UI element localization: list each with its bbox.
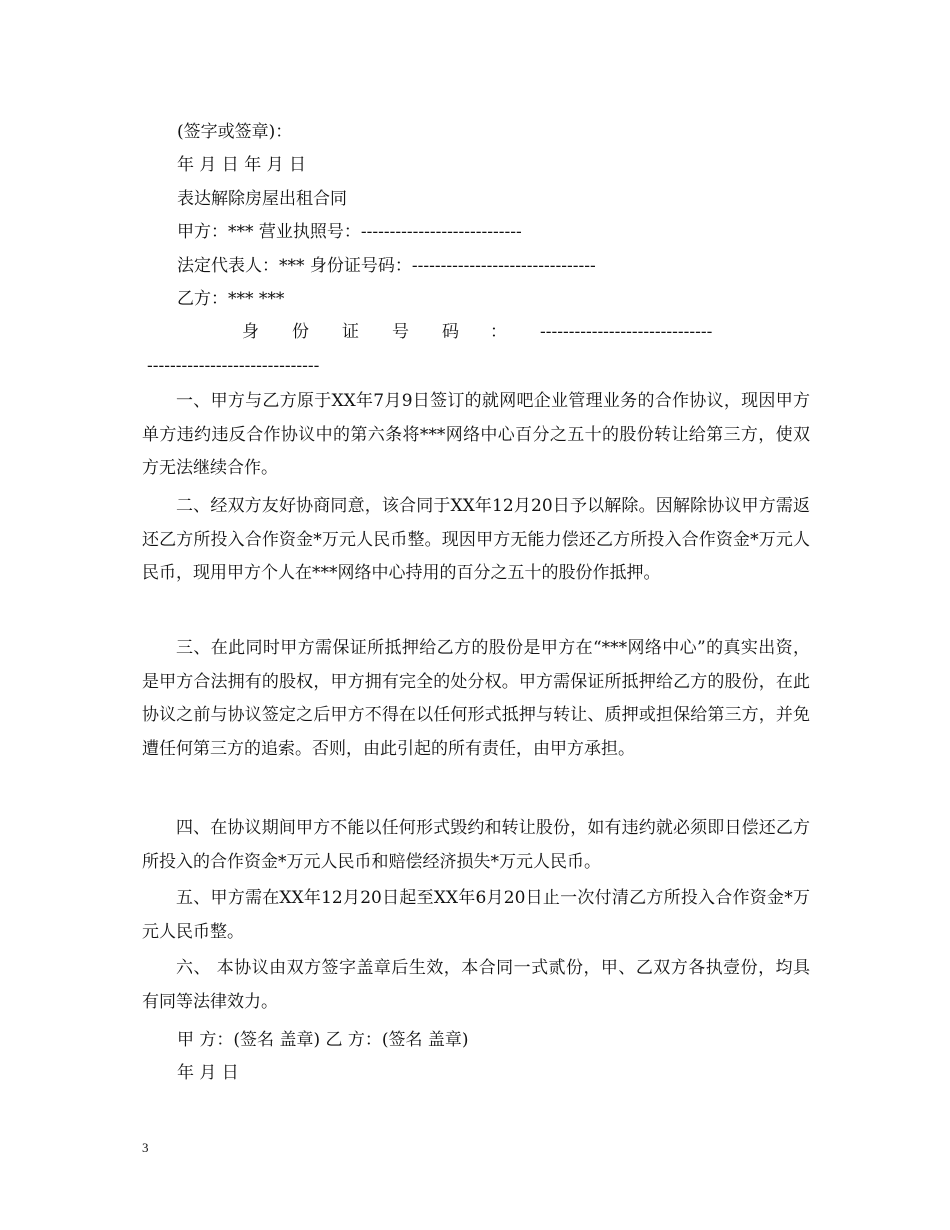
clause-3: 三、在此同时甲方需保证所抵押给乙方的股份是甲方在“***网络中心”的真实出资，是甲方合法拥有的股权，甲方拥有完全的处分权。甲方需保证所抵押给乙方的股份，在此协议之前与协议签定之后甲方不得在以任何形式抵押与转让、质押或担保给第三方，并免遭任何第三方的追索。否则，由此引起的所有责任，由甲方承担。 xyxy=(142,638,810,759)
date-line: 年 月 日 年 月 日 xyxy=(177,155,307,175)
id-number-continuation: ------------------------------ xyxy=(147,356,320,376)
id-number-dashes: ------------------------------ xyxy=(540,322,713,342)
clause-1: 一、甲方与乙方原于XX年7月9日签订的就网吧企业管理业务的合作协议，现因甲方单方违约违反合作协议中的第六条将***网络中心百分之五十的股份转让给第三方，使双方无法继续合作。 xyxy=(142,391,810,478)
clause-4: 四、在协议期间甲方不能以任何形式毁约和转让股份，如有违约就必须即日偿还乙方所投入的合作资金*万元人民币和赔偿经济损失*万元人民币。 xyxy=(142,818,810,872)
page-number: 3 xyxy=(142,1140,149,1155)
document-title: 表达解除房屋出租合同 xyxy=(177,189,347,209)
legal-representative-line: 法定代表人：*** 身份证号码：-------------------------------- xyxy=(177,256,596,276)
id-char: 份 xyxy=(292,322,309,342)
signature-label: (签字或签章)： xyxy=(177,122,293,142)
id-number-row xyxy=(142,322,812,344)
id-char: 号 xyxy=(392,322,409,342)
party-a-line: 甲方：*** 营业执照号：---------------------------- xyxy=(177,222,522,242)
id-char: 身 xyxy=(242,322,259,342)
footer-date-line: 年 月 日 xyxy=(177,1063,239,1083)
clause-5: 五、甲方需在XX年12月20日起至XX年6月20日止一次付清乙方所投入合作资金*万元人民币整。 xyxy=(142,888,810,942)
clause-2: 二、经双方友好协商同意，该合同于XX年12月20日予以解除。因解除协议甲方需返还乙方所投入合作资金*万元人民币整。现因甲方无能力偿还乙方所投入合作资金*万元人民币，现用甲方个人在***网络中心持用的百分之五十的股份作抵押。 xyxy=(142,496,810,583)
id-char: 码 xyxy=(442,322,459,342)
signature-line: 甲 方：(签名 盖章) 乙 方：(签名 盖章) xyxy=(177,1030,469,1050)
clause-6: 六、 本协议由双方签字盖章后生效，本合同一式贰份，甲、乙双方各执壹份，均具有同等法律效力。 xyxy=(142,958,810,1012)
id-char: 证 xyxy=(342,322,359,342)
id-char: ： xyxy=(490,322,507,342)
party-b-line: 乙方：*** *** xyxy=(177,289,285,309)
